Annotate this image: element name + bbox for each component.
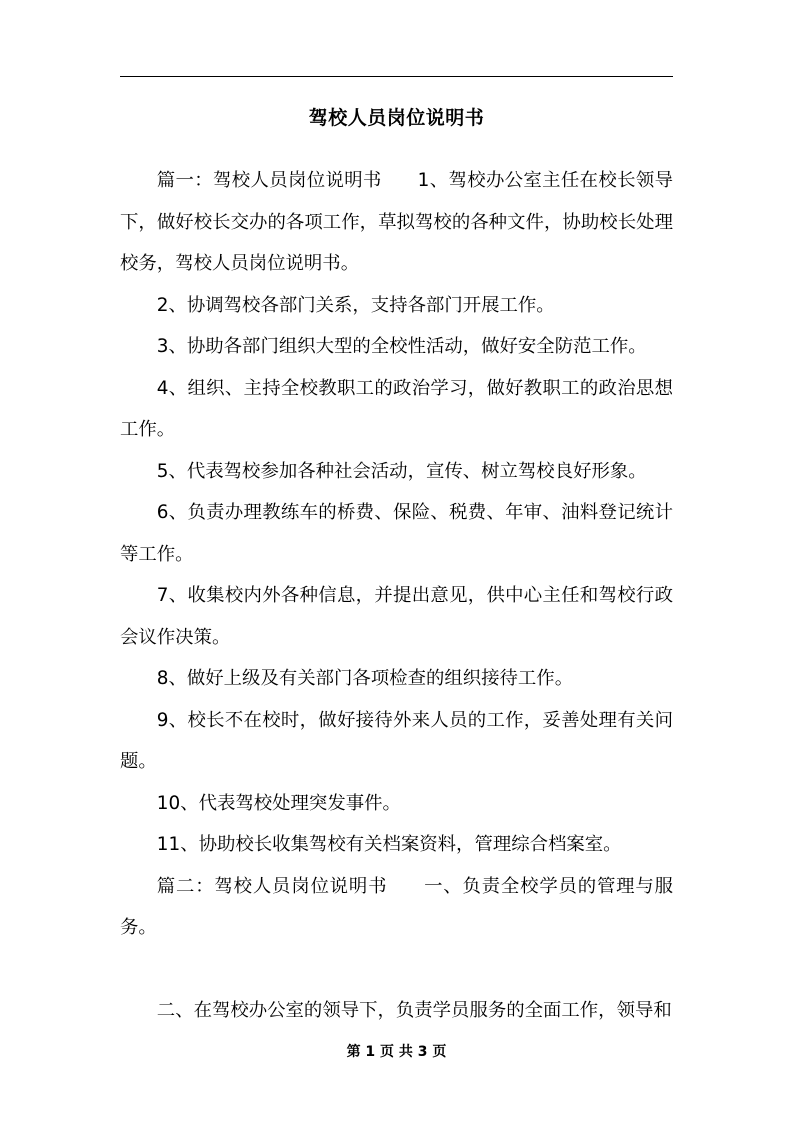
paragraph-9: 9、校长不在校时，做好接待外来人员的工作，妥善处理有关问题。: [120, 709, 673, 772]
paragraph-1: [120, 160, 673, 285]
document-title: 驾校人员岗位说明书: [308, 107, 485, 129]
paragraph-12: [120, 866, 673, 949]
paragraph-11: 11、协助校长收集驾校有关档案资料，管理综合档案室。: [156, 834, 622, 855]
paragraph-12-text: 一、负责全校学员的管理与服务。: [120, 875, 673, 938]
paragraph-5: 5、代表驾校参加各种社会活动，宣传、树立驾校良好形象。: [156, 460, 647, 482]
section-lead-1: 篇一：驾校人员岗位说明书: [156, 170, 382, 191]
paragraph-8: 8、做好上级及有关部门各项检查的组织接待工作。: [156, 668, 574, 689]
paragraph-1-text: 1、驾校办公室主任在校长领导下，做好校长交办的各项工作，草拟驾校的各种文件，协助校长处理校务，驾校人员岗位说明书。: [120, 170, 673, 274]
paragraph-10: 10、代表驾校处理突发事件。: [156, 792, 401, 814]
paragraph-6: 6、负责办理教练车的桥费、保险、税费、年审、油料登记统计等工作。: [120, 502, 673, 565]
page-footer: 第 1 页 共 3 页: [346, 1044, 447, 1060]
section-lead-2: 篇二：驾校人员岗位说明书: [156, 875, 388, 897]
paragraph-4: 4、组织、主持全校教职工的政治学习，做好教职工的政治思想工作。: [120, 377, 673, 440]
header-rule: [120, 76, 673, 77]
paragraph-7: 7、收集校内外各种信息，并提出意见，供中心主任和驾校行政会议作决策。: [120, 585, 673, 648]
paragraph-13: 二、在驾校办公室的领导下，负责学员服务的全面工作，领导和: [156, 1000, 672, 1021]
paragraph-2: 2、协调驾校各部门关系，支持各部门开展工作。: [156, 294, 555, 316]
document-body: [120, 160, 673, 1032]
paragraph-3: 3、协助各部门组织大型的全校性活动，做好安全防范工作。: [156, 336, 647, 357]
